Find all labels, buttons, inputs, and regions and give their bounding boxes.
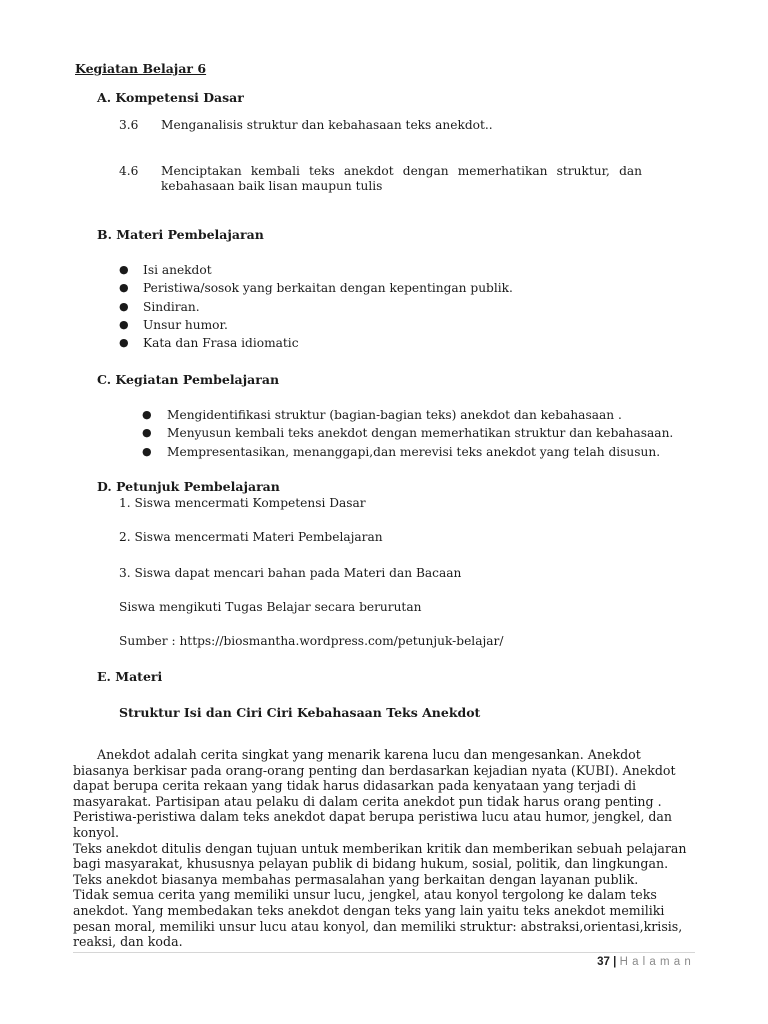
- page-title: Kegiatan Belajar 6: [75, 61, 207, 76]
- bullet-icon: ●: [142, 426, 152, 440]
- kd-text-4-6-line2: kebahasaan baik lisan maupun tulis: [161, 179, 383, 193]
- page-footer: [597, 956, 695, 968]
- kd-text-4-6-line1: Menciptakan kembali teks anekdot dengan memerhatikan struktur, dan: [161, 164, 642, 178]
- footer-separator: |: [613, 956, 617, 968]
- petunjuk-note: Siswa mengikuti Tugas Belajar secara berurutan: [119, 600, 422, 614]
- bullet-icon: ●: [119, 263, 129, 276]
- section-a-heading: A. Kompetensi Dasar: [97, 90, 244, 105]
- bullet-icon: ●: [142, 444, 152, 458]
- footer-divider: [73, 952, 695, 953]
- section-e-subheading: Struktur Isi dan Ciri Ciri Kebahasaan Teks Anekdot: [119, 705, 481, 720]
- petunjuk-step-2: 2. Siswa mencermati Materi Pembelajaran: [119, 530, 383, 544]
- paragraph: Anekdot adalah cerita singkat yang menarik karena lucu dan mengesankan. Anekdot biasanya berkisar pada orang-orang penting dan berdasarkan kejadian nyata (KUBI). Anekdot dapat berupa cerita rekaan yang tidak harus didasarkan pada kenyataan yang terjadi di masyarakat. Partisipan atau pelaku di dalam cerita anekdot pun tidak harus orang penting .: [73, 747, 676, 809]
- paragraph: Peristiwa-peristiwa dalam teks anekdot dapat berupa peristiwa lucu atau humor, jengkel, dan konyol.: [73, 809, 673, 840]
- paragraph: Tidak semua cerita yang memiliki unsur lucu, jengkel, atau konyol tergolong ke dalam teks anekdot. Yang membedakan teks anekdot dengan teks yang lain yaitu teks anekdot memiliki pesan moral, memiliki unsur lucu atau konyol, dan memiliki struktur: abstraksi,orientasi,krisis, reaksi, dan koda.: [73, 887, 683, 950]
- page-number: 37: [597, 956, 610, 968]
- section-e-heading: E. Materi: [97, 669, 163, 684]
- footer-label: Halaman: [619, 956, 695, 968]
- bullet-icon: ●: [119, 281, 129, 295]
- petunjuk-step-1: 1. Siswa mencermati Kompetensi Dasar: [119, 496, 366, 510]
- paragraph: Teks anekdot ditulis dengan tujuan untuk memberikan kritik dan memberikan sebuah pelajaran bagi masyarakat, khususnya pelayan publik di bidang hukum, sosial, politik, dan lingkungan. Teks anekdot biasanya membahas permasalahan yang berkaitan dengan layanan publik.: [73, 840, 687, 887]
- bullet-icon: ●: [119, 317, 129, 331]
- kd-text-3-6: Menganalisis struktur dan kebahasaan teks anekdot..: [161, 118, 493, 132]
- kd-number-4-6: 4.6: [119, 164, 139, 178]
- petunjuk-step-3: 3. Siswa dapat mencari bahan pada Materi dan Bacaan: [119, 566, 462, 580]
- kd-number-3-6: 3.6: [119, 118, 139, 132]
- source-link[interactable]: Sumber : https://biosmantha.wordpress.com/petunjuk-belajar/: [119, 634, 504, 648]
- section-c-heading: C. Kegiatan Pembelajaran: [97, 372, 280, 387]
- materi-body: [73, 747, 695, 950]
- bullet-icon: ●: [119, 299, 129, 313]
- bullet-icon: ●: [119, 336, 129, 350]
- section-d-heading: D. Petunjuk Pembelajaran: [97, 479, 280, 494]
- section-b-heading: B. Materi Pembelajaran: [97, 227, 264, 242]
- bullet-icon: ●: [142, 408, 152, 421]
